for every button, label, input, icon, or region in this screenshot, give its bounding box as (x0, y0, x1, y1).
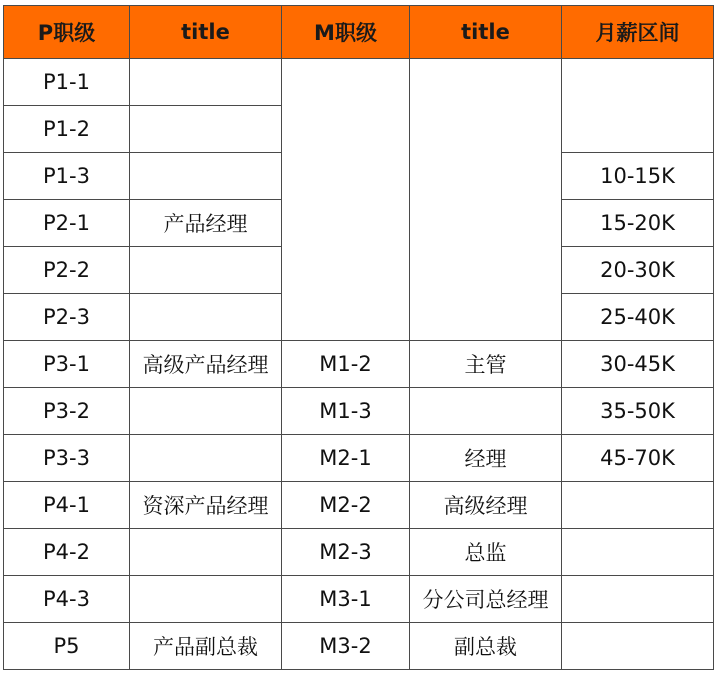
table-row (4, 623, 714, 670)
p-level-cell: P4-1 (4, 482, 130, 529)
salary-cell: 15-20K (562, 200, 714, 247)
p-title-cell (130, 247, 282, 294)
salary-cell (562, 623, 714, 670)
m-title-cell (410, 59, 562, 341)
p-level-cell: P3-3 (4, 435, 130, 482)
salary-cell: 45-70K (562, 435, 714, 482)
table-row (4, 529, 714, 576)
m-level-cell: M2-1 (282, 435, 410, 482)
p-title-cell (130, 435, 282, 482)
salary-cell (562, 576, 714, 623)
p-level-cell: P2-3 (4, 294, 130, 341)
p-title-cell (130, 529, 282, 576)
header-m-level: M职级 (282, 6, 410, 59)
table-row (4, 482, 714, 529)
p-level-cell: P1-3 (4, 153, 130, 200)
m-title-cell: 主管 (410, 341, 562, 388)
m-level-cell: M1-2 (282, 341, 410, 388)
m-level-cell: M1-3 (282, 388, 410, 435)
p-title-cell: 高级产品经理 (130, 341, 282, 388)
table-row (4, 341, 714, 388)
table-row (4, 435, 714, 482)
p-level-cell: P1-1 (4, 59, 130, 106)
p-level-cell: P4-3 (4, 576, 130, 623)
p-title-cell (130, 59, 282, 106)
salary-cell (562, 59, 714, 153)
salary-cell (562, 482, 714, 529)
header-p-title: title (130, 6, 282, 59)
p-title-cell (130, 153, 282, 200)
m-level-cell: M2-3 (282, 529, 410, 576)
m-level-cell: M3-1 (282, 576, 410, 623)
p-title-cell (130, 576, 282, 623)
p-title-cell (130, 106, 282, 153)
p-level-cell: P4-2 (4, 529, 130, 576)
p-level-cell: P2-1 (4, 200, 130, 247)
p-title-cell: 资深产品经理 (130, 482, 282, 529)
m-title-cell: 分公司总经理 (410, 576, 562, 623)
p-title-cell: 产品经理 (130, 200, 282, 247)
m-title-cell: 经理 (410, 435, 562, 482)
p-level-cell: P1-2 (4, 106, 130, 153)
salary-cell: 10-15K (562, 153, 714, 200)
m-title-cell: 副总裁 (410, 623, 562, 670)
m-title-cell (410, 388, 562, 435)
p-title-cell: 产品副总裁 (130, 623, 282, 670)
m-level-cell (282, 59, 410, 341)
header-p-level: P职级 (4, 6, 130, 59)
salary-cell: 25-40K (562, 294, 714, 341)
salary-cell (562, 529, 714, 576)
table-row (4, 388, 714, 435)
m-title-cell: 总监 (410, 529, 562, 576)
m-level-cell: M3-2 (282, 623, 410, 670)
salary-cell: 35-50K (562, 388, 714, 435)
header-salary-range: 月薪区间 (562, 6, 714, 59)
p-level-cell: P5 (4, 623, 130, 670)
table-row (4, 59, 714, 106)
table-row (4, 576, 714, 623)
header-m-title: title (410, 6, 562, 59)
m-title-cell: 高级经理 (410, 482, 562, 529)
p-title-cell (130, 388, 282, 435)
p-level-cell: P3-2 (4, 388, 130, 435)
p-level-cell: P3-1 (4, 341, 130, 388)
p-level-cell: P2-2 (4, 247, 130, 294)
p-title-cell (130, 294, 282, 341)
salary-cell: 30-45K (562, 341, 714, 388)
job-level-table (3, 5, 714, 670)
m-level-cell: M2-2 (282, 482, 410, 529)
header-row (4, 6, 714, 59)
salary-cell: 20-30K (562, 247, 714, 294)
